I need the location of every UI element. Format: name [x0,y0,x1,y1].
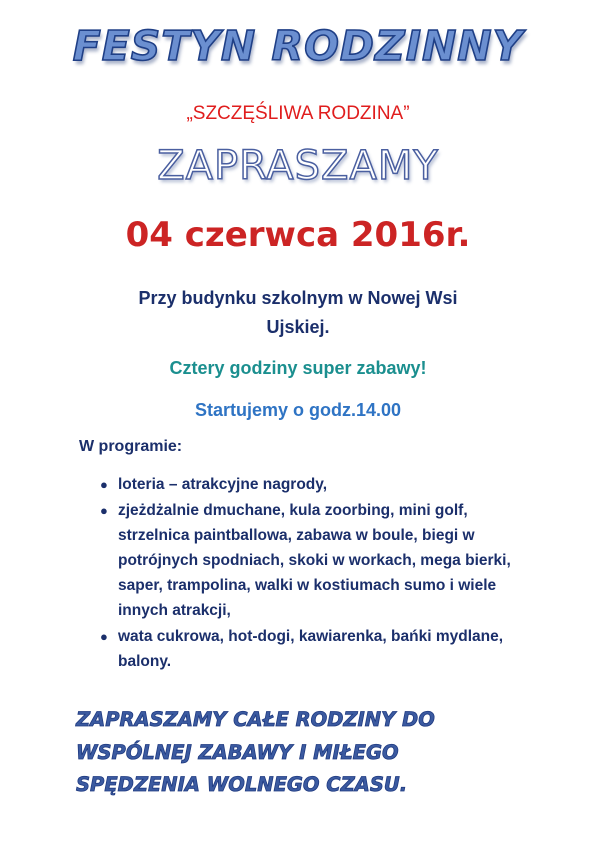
poster-title: FESTYN RODZINNY [72,22,524,70]
program-item [100,498,518,623]
program-heading: W programie: [79,438,183,455]
event-location [70,284,526,342]
program-item [100,472,518,497]
closing-line-2: WSPÓLNEJ ZABAWY I MIŁEGO [76,740,399,764]
closing-message [76,704,536,802]
poster-subtitle: „SZCZĘŚLIWA RODZINA” [186,103,410,124]
closing-line-1: ZAPRASZAMY CAŁE RODZINY DO [76,708,435,731]
event-date: 04 czerwca 2016r. [125,215,471,255]
program-list [100,472,518,675]
program-item-text: wata cukrowa, hot-dogi, kawiarenka, bańki mydlane, balony. [118,628,504,670]
location-line-2: Ujskiej. [266,317,330,337]
fun-tagline: Cztery godziny super zabawy! [169,358,427,378]
bullet-icon: ● [100,503,108,518]
bullet-icon: ● [100,477,108,492]
program-item-text: loteria – atrakcyjne nagrody, [118,476,328,493]
program-item-text: zjeżdżalnie dmuchane, kula zoorbing, mini golf, strzelnica paintballowa, zabawa w boule, biegi w potrójnych spodniach, skoki w workach, mega bierki, saper, trampolina, walki w kostiumach sumo i wiele innych atrakcji, [118,502,511,619]
program-item [100,624,518,674]
start-time: Startujemy o godz.14.00 [194,400,402,420]
location-line-1: Przy budynku szkolnym w Nowej Wsi [138,288,458,308]
bullet-icon: ● [100,629,108,644]
invite-heading: ZAPRASZAMY [157,143,439,189]
closing-line-3: SPĘDZENIA WOLNEGO CZASU. [76,773,408,796]
